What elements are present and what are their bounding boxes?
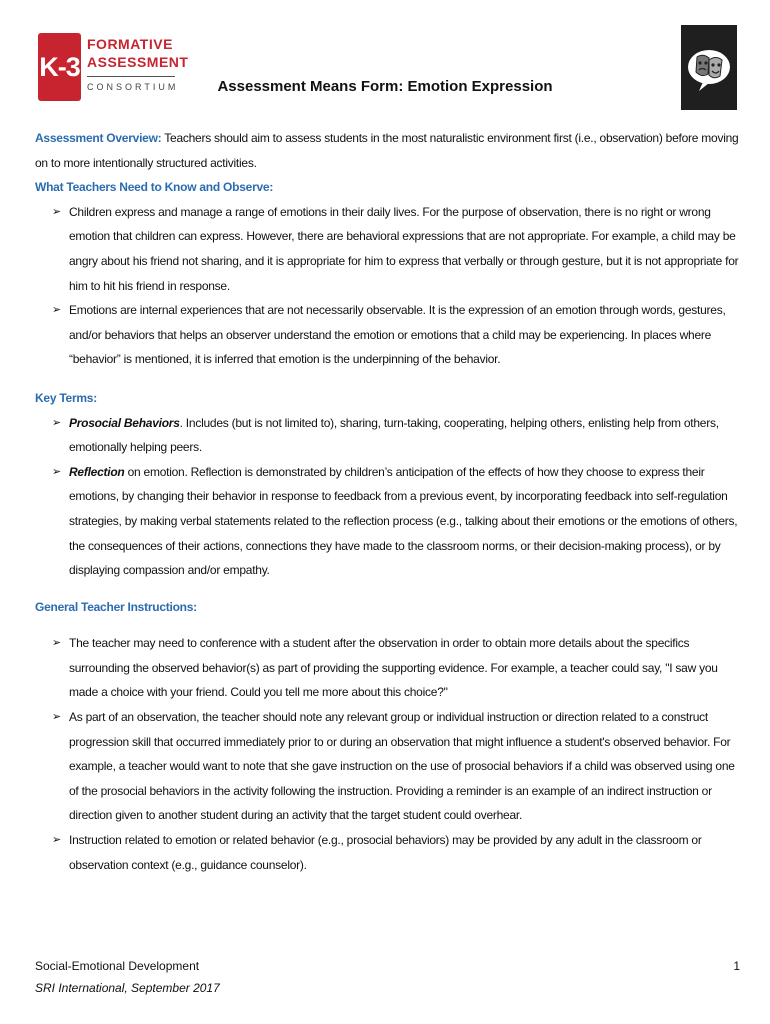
section-key-terms [35,386,740,583]
term-prosocial-behaviors: Prosocial Behaviors [69,415,180,430]
list-item: ➢ Prosocial Behaviors. Includes (but is not limited to), sharing, turn-taking, cooperating, helping others, enlisting help from others, emotionally helping peers. [35,411,740,460]
arrow-bullet-icon: ➢ [52,205,61,218]
logo-text-assessment: ASSESSMENT [87,54,189,70]
logo-divider [87,76,175,77]
page-number: 1 [733,959,740,973]
section-heading-instructions: General Teacher Instructions: [35,599,197,614]
document-body [35,126,740,877]
footer-subject: Social-Emotional Development [35,959,200,973]
logo-text-consortium: CONSORTIUM [87,82,179,92]
page-title: Assessment Means Form: Emotion Expression [217,78,553,95]
arrow-bullet-icon: ➢ [52,465,61,478]
logo-mark: K-3 [38,33,81,101]
footer-source: SRI International, September 2017 [35,981,220,995]
arrow-bullet-icon: ➢ [52,304,61,317]
list-item: ➢ The teacher may need to conference with a student after the observation in order to obtain more details about the specifics surrounding the observed behavior(s) as part of providing the supporting evidence. For example, a teacher could say, "I saw you made a choice with your friend. Could you tell me more about this choice?" [35,631,740,705]
instructions-list [35,631,740,877]
section-heading-what-teachers: What Teachers Need to Know and Observe: [35,180,274,195]
assessment-overview [35,126,740,175]
list-item: ➢ Emotions are internal experiences that are not necessarily observable. It is the expression of an emotion through words, gestures, and/or behaviors that helps an observer understand the emotion or emotions that a child may be experiencing. In places where “behavior” is mentioned, it is inferred that emotion is the underpinning of the behavior. [35,298,740,372]
overview-text: Teachers should aim to assess students in the most naturalistic environment first (i.e., observation) before moving on to more intentionally structured activities. [35,131,739,170]
arrow-bullet-icon: ➢ [52,834,61,847]
theater-masks-icon [681,25,737,110]
key-terms-list [35,411,740,583]
term-reflection: Reflection [69,464,125,479]
overview-label: Assessment Overview: [35,131,162,145]
logo-text-formative: FORMATIVE [87,36,173,52]
what-teachers-list [35,200,740,372]
section-heading-key-terms: Key Terms: [35,390,97,405]
arrow-bullet-icon: ➢ [52,416,61,429]
list-item: ➢ Instruction related to emotion or related behavior (e.g., prosocial behaviors) may be provided by any adult in the classroom or observation context (e.g., guidance counselor). [35,828,740,877]
arrow-bullet-icon: ➢ [52,711,61,724]
list-item: ➢ As part of an observation, the teacher should note any relevant group or individual instruction or direction related to a construct progression skill that occurred immediately prior to or during an observation that might influence a student's observed behavior. For example, a teacher would want to note that she gave instruction on the use of prosocial behaviors if a child was observed using one of the prosocial behaviors in the activity following the instruction. Providing a reminder is an example of an indirect instruction or direction given to another student during an activity that the target student could overhear. [35,705,740,828]
section-what-teachers [35,175,740,372]
arrow-bullet-icon: ➢ [52,637,61,650]
list-item: ➢ Reflection on emotion. Reflection is demonstrated by children’s anticipation of the effects of how they choose to express their emotions, by changing their behavior in response to feedback from a previous event, by incorporating feedback into self-regulation strategies, by making verbal statements related to the reflection process (e.g., talking about their emotions or the emotions of others, the consequences of their actions, connections they have made to the classroom norms, or their decision-making process), or by displaying compassion and/or empathy. [35,460,740,583]
list-item: ➢ Children express and manage a range of emotions in their daily lives. For the purpose of observation, there is no right or wrong emotion that children can express. However, there are behavioral expressions that are not appropriate. For example, a child may be angry about his friend not sharing, and it is appropriate for him to express that verbally or through gesture, but it is not appropriate for him to hit his friend in response. [35,200,740,298]
section-instructions [35,595,740,878]
